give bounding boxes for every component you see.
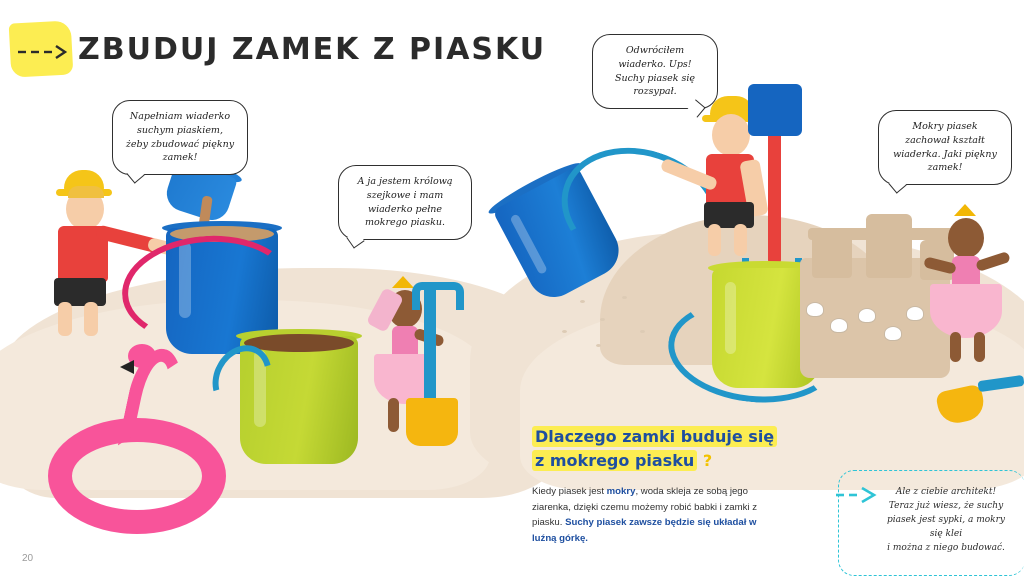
info-text-bold1: mokry [606,486,636,497]
info-heading [532,425,792,473]
leg-right [974,332,985,362]
arrow-dashed-icon [18,44,68,60]
shell-icon [906,306,924,321]
sand-speck [562,330,567,333]
sand-speck [596,344,601,347]
info-heading-line2: z mokrego piasku [532,450,697,471]
question-mark-icon: ? [702,451,713,470]
bubble-tail [888,175,906,193]
shell-icon [884,326,902,341]
sandcastle-tower-left [812,234,852,278]
sand-speck [580,300,585,303]
bucket-shine [509,213,548,275]
shovel-grip [412,282,464,310]
hair [68,186,104,198]
arm-right [975,251,1011,272]
speech-bubble-2 [338,165,472,240]
speech-bubble-4 [878,110,1012,185]
leg-left [708,224,721,256]
note-line-1: Ale z ciebie architekt! [895,487,997,497]
speech-bubble-3-text: Odwróciłem wiaderko. Ups! Suchy piasek się rozsypał. [614,45,696,98]
info-paragraph [532,484,772,546]
flamingo-beak [120,360,134,374]
leg-left [950,332,961,362]
speech-bubble-1-text: Napełniam wiaderko suchym piaskiem, żeby zbudować piękny zamek! [125,111,235,164]
head [712,114,750,156]
crown-icon [392,276,414,288]
leg-right [84,302,98,336]
shovel-blade-yellow [406,398,458,446]
speech-bubble-1 [112,100,248,175]
page-number: 20 [22,553,34,564]
speech-bubble-4-text: Mokry piasek zachował kształt wiaderka. Jaki piękny zamek! [893,121,997,174]
info-text-part2: , woda skleja ze sobą jego ziarenka, dzięki czemu możemy robić babki i zamki z piasku. [532,486,757,529]
note-line-4: i można z niego budować. [887,542,1005,553]
sandcastle-tower-center [866,214,912,278]
note-line-3: piasek jest sypki, a mokry się klei [886,514,1005,539]
head [948,218,984,258]
info-text-bold2: Suchy piasek zawsze będzie się układał w luźną górkę. [532,517,757,544]
shell-icon [858,308,876,323]
leg-right [734,224,747,256]
sand-speck [622,296,627,299]
bubble-tail [346,231,364,249]
page-title: ZBUDUJ ZAMEK Z PIASKU [78,32,547,67]
shell-icon [806,302,824,317]
leg-left [388,398,399,432]
architect-note [880,486,1012,556]
skirt [930,284,1002,338]
info-heading-line1: Dlaczego zamki buduje się [532,426,777,447]
speech-bubble-3 [592,34,718,109]
shovel-blade-blue [748,84,802,136]
shell-icon [830,318,848,333]
info-text-part1: Kiedy piasek jest [532,486,607,497]
speech-bubble-2-text: A ja jestem królową szejkowe i mam wiaderko pełne mokrego piasku. [357,176,453,229]
arrow-dashed-icon-note [836,486,886,504]
leg-left [58,302,72,336]
child-princess-right [926,208,1012,364]
sand-speck [640,330,645,333]
note-line-2: Teraz już wiesz, że suchy [888,500,1004,511]
sand-speck [600,318,605,321]
crown-icon [954,204,976,216]
